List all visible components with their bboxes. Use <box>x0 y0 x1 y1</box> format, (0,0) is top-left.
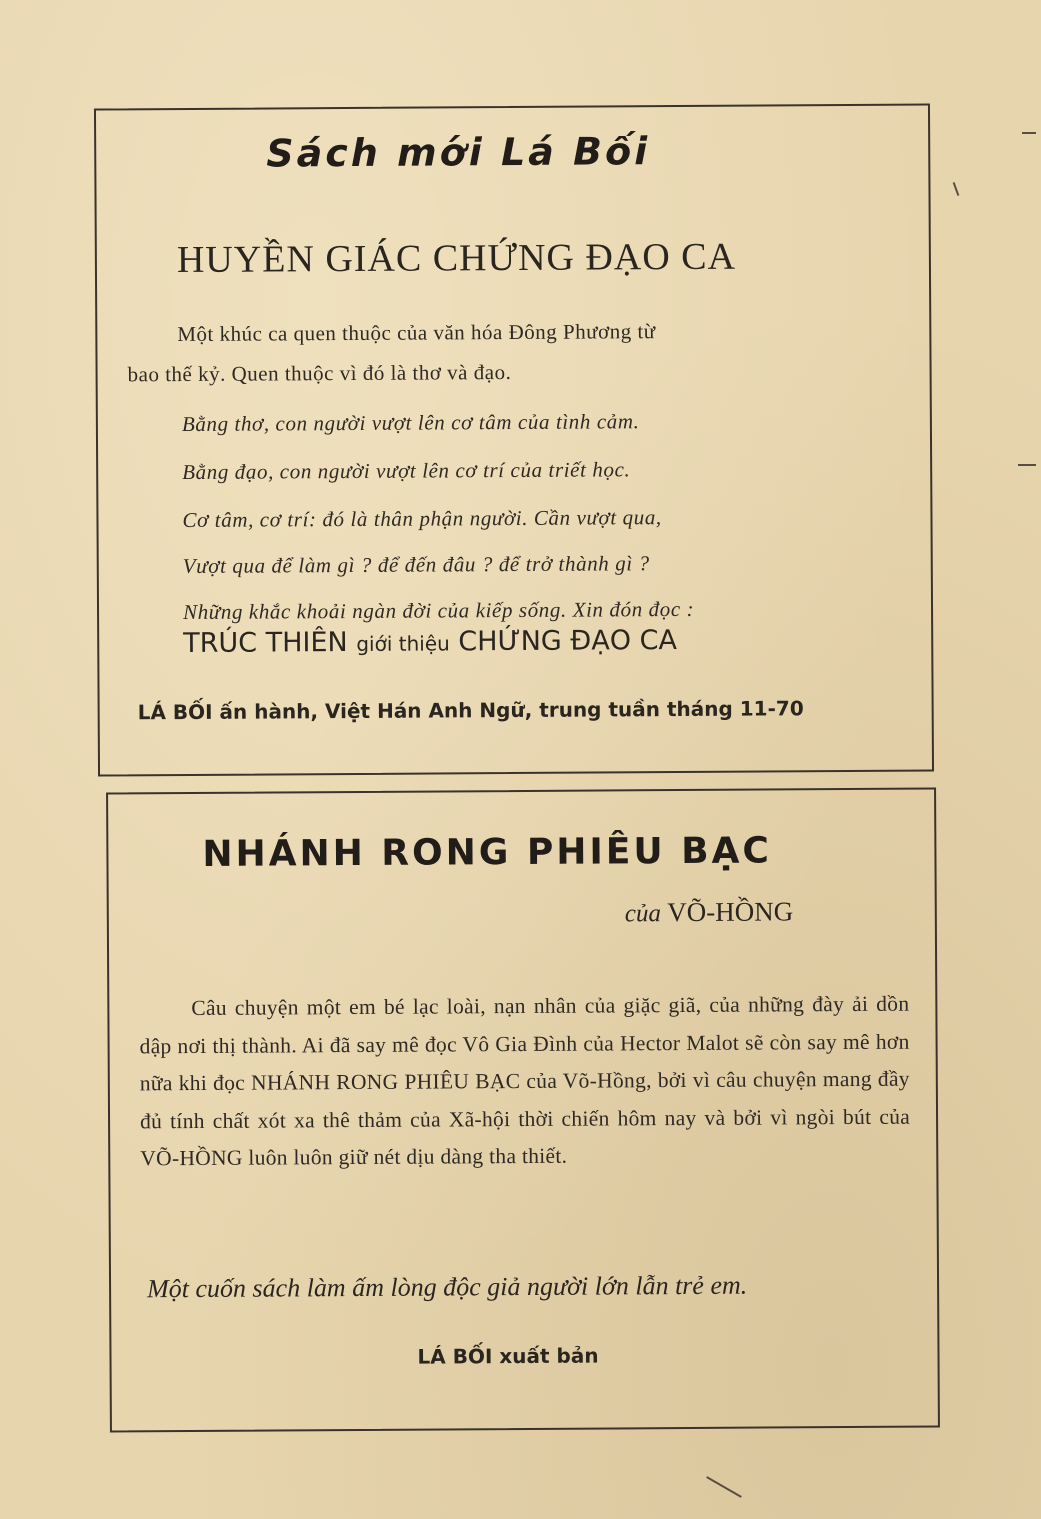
book-description <box>139 986 910 1178</box>
tagline: Một cuốn sách làm ấm lòng độc giả người lớn lẫn trẻ em. <box>146 1270 748 1304</box>
intro-book-title: CHỨNG ĐẠO CA <box>458 625 678 658</box>
description-text: Câu chuyện một em bé lạc loài, nạn nhân của giặc giã, của những đày ải dồn dập nơi thị thành. Ai đã say mê đọc Vô Gia Đình của Hector Malot sẽ còn say mê hơn nữa khi đọc NHÁNH RONG PHIÊU BẠC của Võ-Hồng, bởi vì câu chuyện mang đầy đủ tính chất xót xa thê thảm của Xã-hội thời chiến hôm nay và bởi vì ngòi bút của VÕ-HỒNG luôn luôn giữ nét dịu dàng tha thiết. <box>139 991 911 1171</box>
introduction-line <box>183 625 677 659</box>
paper-mark <box>706 1476 742 1498</box>
publication-details: ấn hành, Việt Hán Anh Ngữ, trung tuần tháng 11-70 <box>219 696 804 724</box>
publication-info <box>138 696 804 724</box>
poem-line: Bằng thơ, con người vượt lên cơ tâm của tình cảm. <box>181 409 640 437</box>
paper-mark <box>1018 464 1036 466</box>
ad-heading: Sách mới Lá Bối <box>266 129 651 176</box>
book-ad-huyen-giac <box>94 103 934 776</box>
intro-verb: giới thiệu <box>356 631 450 656</box>
poem-line: Bằng đạo, con người vượt lên cơ trí của triết học. <box>182 457 631 485</box>
author-name: VÕ-HỒNG <box>667 896 794 928</box>
paper-mark <box>1022 132 1036 134</box>
book-title: HUYỀN GIÁC CHỨNG ĐẠO CA <box>176 235 737 282</box>
publisher-name: LÁ BỐI <box>417 1344 493 1369</box>
paper-mark <box>953 182 960 196</box>
poem-line: Cơ tâm, cơ trí: đó là thân phận người. Cần vượt qua, <box>182 505 662 533</box>
translator-name: TRÚC THIÊN <box>183 627 348 660</box>
publication-info <box>417 1344 598 1369</box>
description-line: bao thế kỷ. Quen thuộc vì đó là thơ và đạo. <box>127 360 512 387</box>
author-line <box>625 896 794 928</box>
publication-details: xuất bản <box>499 1343 599 1369</box>
author-prefix: của <box>624 900 661 928</box>
description-line: Một khúc ca quen thuộc của văn hóa Đông Phương từ <box>177 319 656 347</box>
book-title: NHÁNH RONG PHIÊU BẠC <box>202 830 772 875</box>
book-ad-nhanh-rong <box>106 787 940 1432</box>
poem-line: Vượt qua để làm gì ? để đến đâu ? để trở thành gì ? <box>182 551 650 579</box>
poem-line: Những khắc khoải ngàn đời của kiếp sống. Xin đón đọc : <box>182 596 695 625</box>
publisher-name: LÁ BỐI <box>137 699 213 725</box>
